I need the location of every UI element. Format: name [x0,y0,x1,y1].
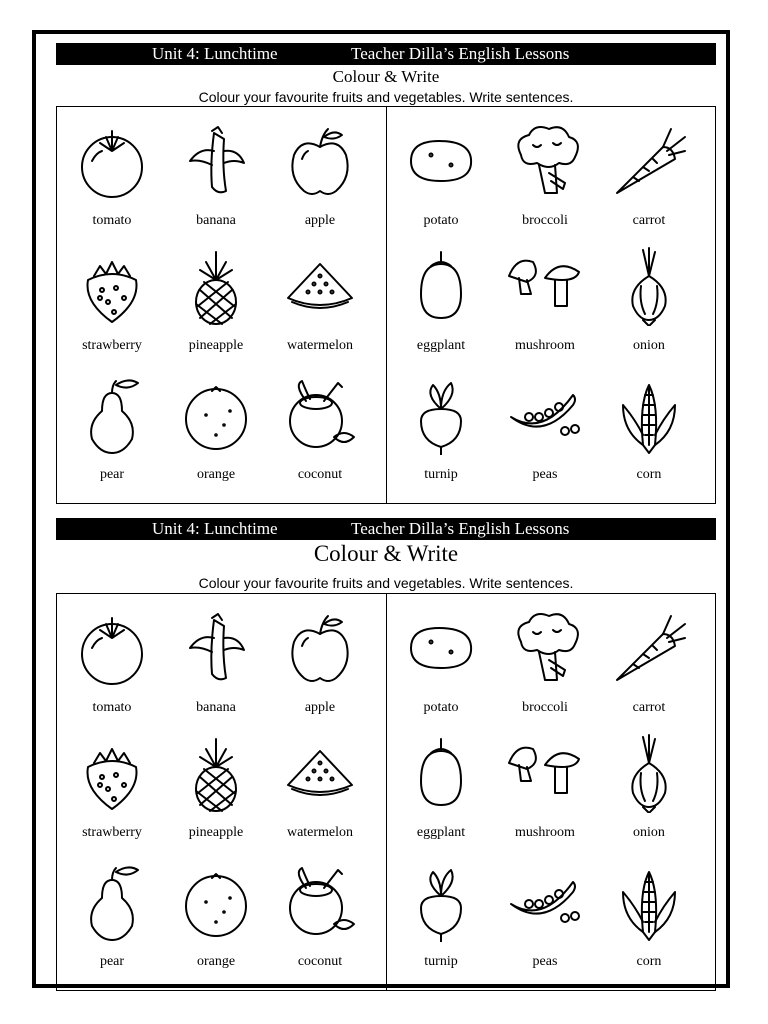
picture-item-pear [59,365,165,495]
pear-icon [72,375,152,455]
picture-item-broccoli [492,111,598,241]
worksheet-2 [56,518,716,992]
corn-icon [609,375,689,455]
item-label: peas [532,467,558,482]
mushroom-icon [505,733,585,813]
item-label: coconut [297,467,343,482]
picture-item-watermelon [267,723,373,853]
item-label: mushroom [515,825,575,840]
item-label: watermelon [286,338,354,353]
item-label: pear [99,467,125,482]
turnip-icon [401,375,481,455]
onion-icon [609,246,689,326]
item-label: mushroom [515,338,575,353]
item-label: pear [99,954,125,969]
worksheet-1 [56,43,716,505]
watermelon-icon [280,246,360,326]
picture-item-peas [492,365,598,495]
picture-item-orange [163,852,269,982]
picture-item-orange [163,365,269,495]
pineapple-icon [176,733,256,813]
picture-item-coconut [267,852,373,982]
picture-item-strawberry [59,723,165,853]
peas-icon [505,862,585,942]
item-label: broccoli [522,700,568,715]
item-label: apple [304,213,336,228]
broccoli-icon [505,121,585,201]
teacher-title: Teacher Dilla’s English Lessons [351,44,570,63]
picture-item-carrot [596,598,702,728]
item-label: apple [304,700,336,715]
unit-title: Unit 4: Lunchtime [152,44,278,63]
corn-icon [609,862,689,942]
tomato-icon [72,121,152,201]
item-label: pineapple [188,825,244,840]
instructions-text: Colour your favourite fruits and vegetables. Write sentences. [198,575,574,591]
picture-item-apple [267,598,373,728]
potato-icon [401,121,481,201]
item-label: onion [633,338,665,353]
picture-item-pear [59,852,165,982]
item-label: coconut [297,954,343,969]
peas-icon [505,375,585,455]
picture-box [56,593,716,991]
banana-icon [176,121,256,201]
picture-item-eggplant [388,236,494,366]
item-label: eggplant [416,338,466,353]
picture-item-mushroom [492,236,598,366]
eggplant-icon [401,733,481,813]
item-label: pineapple [188,338,244,353]
picture-item-corn [596,852,702,982]
watermelon-icon [280,733,360,813]
coconut-icon [280,375,360,455]
picture-item-onion [596,236,702,366]
item-label: banana [196,213,236,228]
instructions-text: Colour your favourite fruits and vegetables. Write sentences. [198,89,574,105]
item-label: banana [196,700,236,715]
item-label: watermelon [286,825,354,840]
tomato-icon [72,608,152,688]
banana-icon [176,608,256,688]
picture-item-turnip [388,852,494,982]
picture-item-strawberry [59,236,165,366]
onion-icon [609,733,689,813]
picture-item-banana [163,598,269,728]
item-label: turnip [424,954,458,969]
picture-item-pineapple [163,236,269,366]
item-label: strawberry [82,338,142,353]
column-divider [386,594,387,990]
item-label: turnip [424,467,458,482]
column-divider [386,107,387,503]
picture-box [56,106,716,504]
picture-item-eggplant [388,723,494,853]
orange-icon [176,862,256,942]
picture-item-potato [388,111,494,241]
picture-item-banana [163,111,269,241]
picture-item-mushroom [492,723,598,853]
pineapple-icon [176,246,256,326]
eggplant-icon [401,246,481,326]
coconut-icon [280,862,360,942]
unit-title: Unit 4: Lunchtime [152,519,278,538]
page-title: Colour & Write [313,541,459,566]
picture-item-watermelon [267,236,373,366]
item-label: strawberry [82,825,142,840]
picture-item-turnip [388,365,494,495]
item-label: carrot [632,700,666,715]
item-label: peas [532,954,558,969]
header-bar [56,43,716,65]
picture-item-apple [267,111,373,241]
picture-item-peas [492,852,598,982]
item-label: onion [633,825,665,840]
strawberry-icon [72,733,152,813]
apple-icon [280,121,360,201]
picture-item-carrot [596,111,702,241]
item-label: corn [636,467,662,482]
picture-item-pineapple [163,723,269,853]
carrot-icon [609,608,689,688]
picture-item-broccoli [492,598,598,728]
strawberry-icon [72,246,152,326]
item-label: eggplant [416,825,466,840]
apple-icon [280,608,360,688]
orange-icon [176,375,256,455]
item-label: carrot [632,213,666,228]
page-title: Colour & Write [332,67,440,86]
item-label: orange [196,467,236,482]
mushroom-icon [505,246,585,326]
picture-item-coconut [267,365,373,495]
potato-icon [401,608,481,688]
header-bar [56,518,716,540]
picture-item-potato [388,598,494,728]
item-label: tomato [92,213,132,228]
picture-item-corn [596,365,702,495]
item-label: potato [423,700,459,715]
item-label: broccoli [522,213,568,228]
broccoli-icon [505,608,585,688]
carrot-icon [609,121,689,201]
item-label: corn [636,954,662,969]
picture-item-tomato [59,111,165,241]
item-label: tomato [92,700,132,715]
pear-icon [72,862,152,942]
item-label: potato [423,213,459,228]
picture-item-tomato [59,598,165,728]
item-label: orange [196,954,236,969]
turnip-icon [401,862,481,942]
picture-item-onion [596,723,702,853]
teacher-title: Teacher Dilla’s English Lessons [351,519,570,538]
